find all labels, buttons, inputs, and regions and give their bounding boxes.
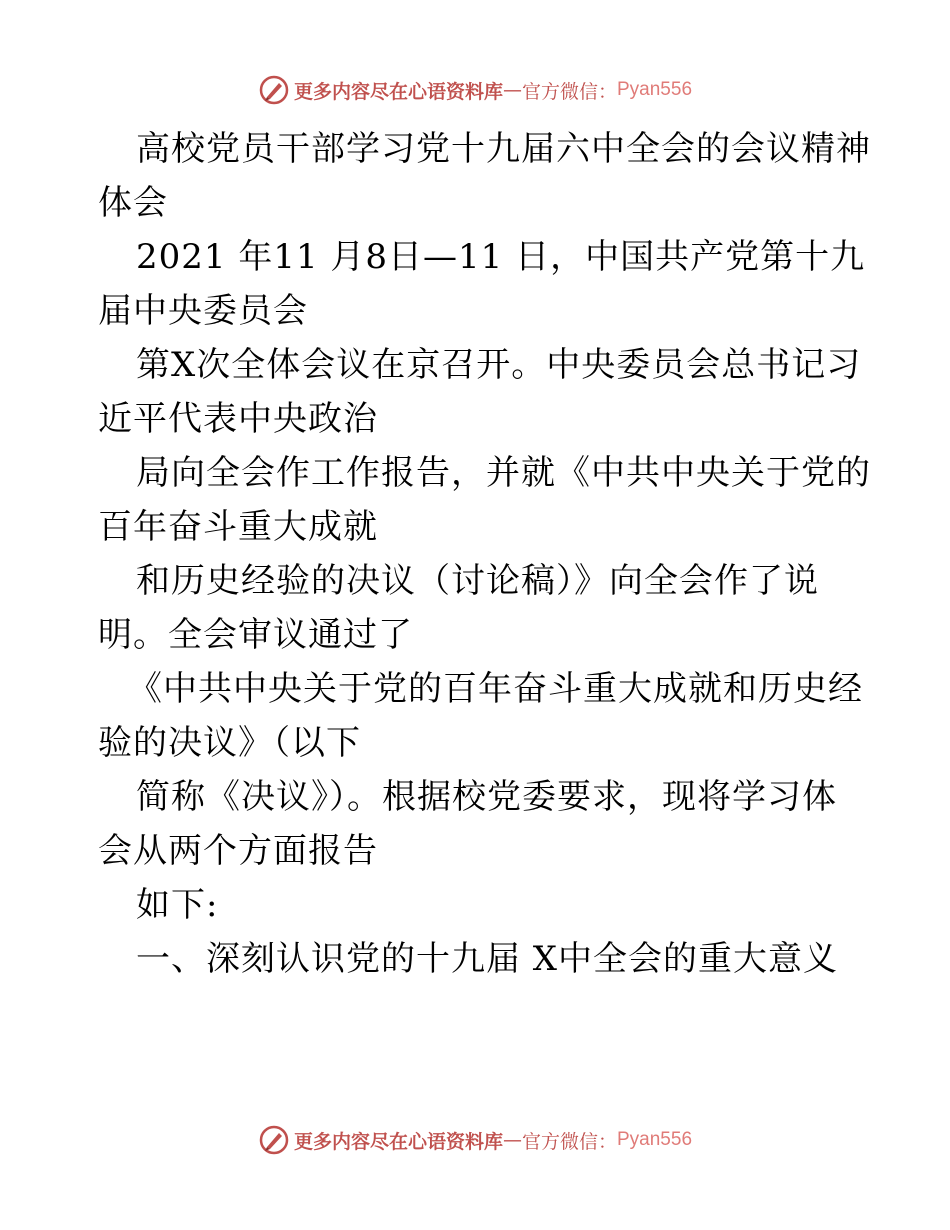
text-line: 验的决议》（以下 xyxy=(98,723,361,763)
text-line: 局向全会作工作报告，并就《中共中央关于党的 xyxy=(136,453,871,493)
watermark-title: 更多内容尽在心语资料库 xyxy=(293,80,503,103)
text-line: 2021 年11 月8日—11 日，中国共产党第十九 xyxy=(136,237,866,277)
watermark-wechat-label: 官方微信： xyxy=(521,80,617,103)
text-line: 百年奋斗重大成就 xyxy=(98,507,378,547)
pen-logo-icon xyxy=(258,1124,290,1156)
text-line: 近平代表中央政治 xyxy=(98,399,378,439)
text-line: 《中共中央关于党的百年奋斗重大成就和历史经 xyxy=(128,669,863,709)
title-line-1: 高校党员干部学习党十九届六中全会的会议精神 xyxy=(136,129,871,169)
watermark-title: 更多内容尽在心语资料库 xyxy=(293,1130,503,1153)
title-line-2: 体会 xyxy=(98,183,168,223)
watermark-wechat-id: Pyan556 xyxy=(617,1129,693,1150)
text-line: 如下: xyxy=(136,885,219,925)
text-line: 明。全会审议通过了 xyxy=(98,615,413,655)
watermark-dash: — xyxy=(502,79,522,101)
text-line: 届中央委员会 xyxy=(98,291,308,331)
watermark-wechat-label: 官方微信： xyxy=(521,1130,617,1153)
text-line: 和历史经验的决议（讨论稿）》向全会作了说 xyxy=(136,561,819,601)
section-heading: 一、深刻认识党的十九届 X中全会的重大意义 xyxy=(136,939,839,979)
watermark-wechat-id: Pyan556 xyxy=(617,79,693,100)
footer-watermark xyxy=(0,1120,950,1160)
text-line: 简称《决议》）。根据校党委要求，现将学习体 xyxy=(136,777,837,817)
text-line: 第X次全体会议在京召开。中央委员会总书记习 xyxy=(136,345,862,385)
text-line: 会从两个方面报告 xyxy=(98,831,378,871)
pen-logo-icon xyxy=(258,74,290,106)
watermark-dash: — xyxy=(502,1129,522,1151)
header-watermark xyxy=(0,70,950,110)
document-body xyxy=(98,122,871,986)
